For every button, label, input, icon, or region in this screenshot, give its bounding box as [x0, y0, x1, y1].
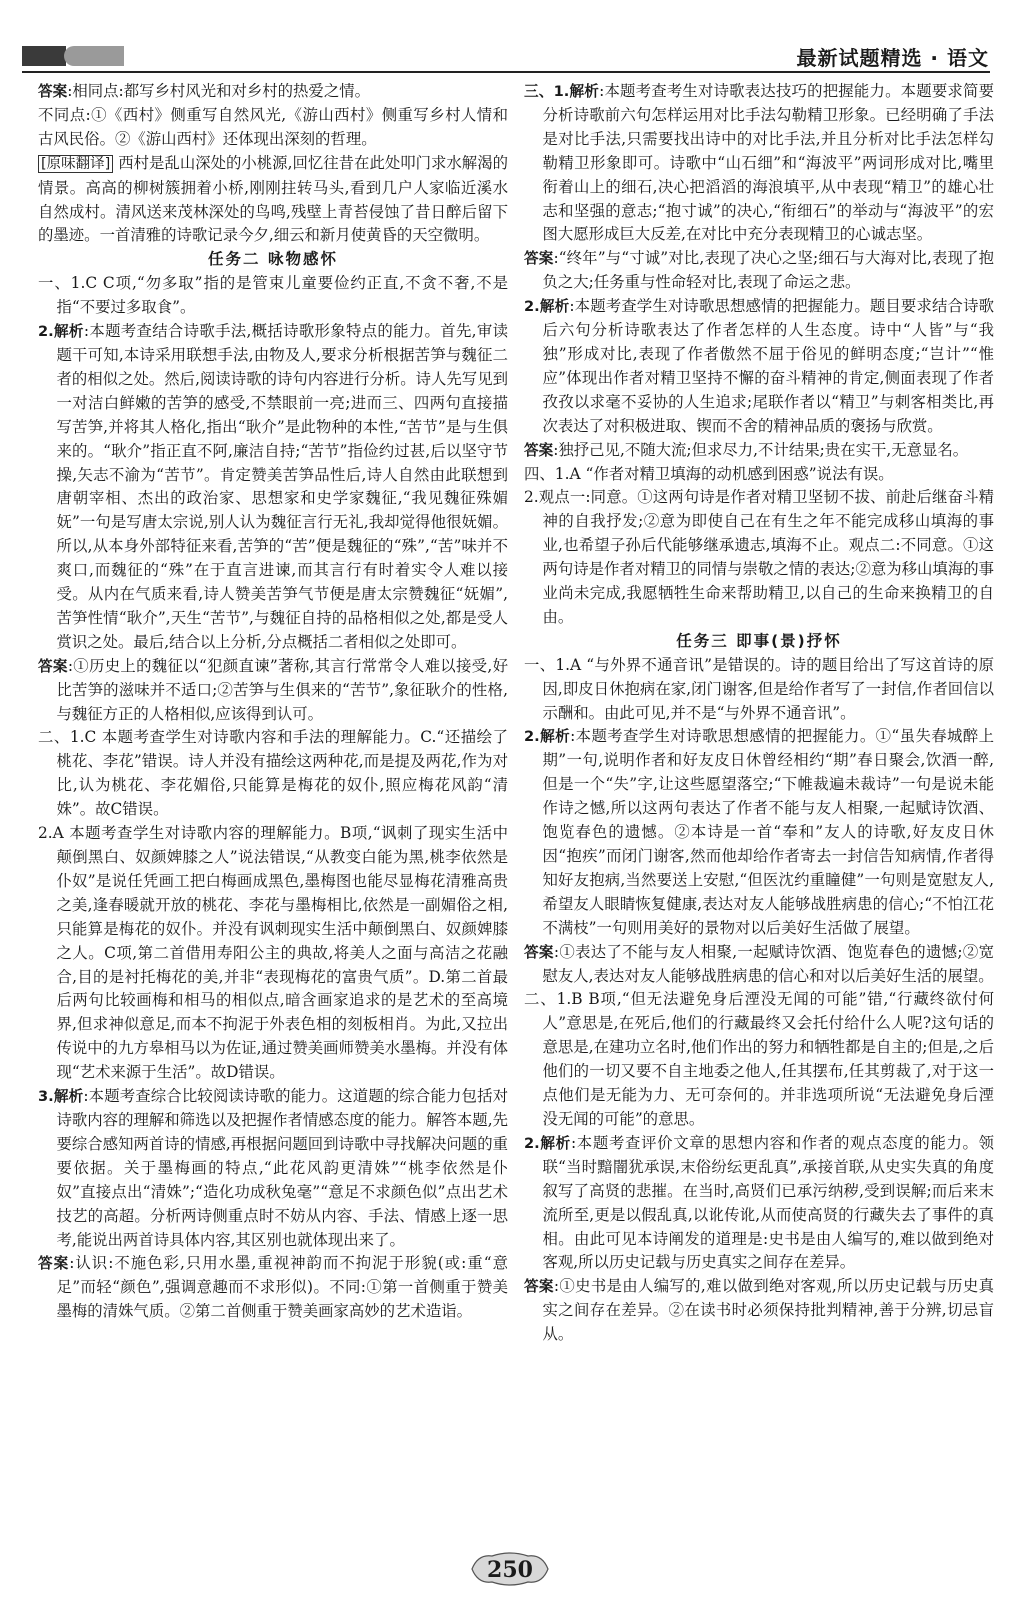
- answer-paragraph: 答案:独抒己见,不随大流;但求尽力,不计结果;贵在实干,无意显名。: [524, 440, 969, 459]
- question-item: 二、1.C 本题考查学生对诗歌内容和手法的理解能力。C.“还描绘了桃花、李花”错误。诗人并没有描绘这两种花,而是提及两花,作为对比,认为桃花、李花媚俗,只能算是梅花的奴仆,照应梅花风韵“清姝”。故C错误。: [38, 728, 508, 819]
- header-decoration-light: [64, 46, 124, 66]
- right-column: [524, 80, 994, 1347]
- text-paragraph: 不同点:①《西村》侧重写自然风光,《游山西村》侧重写乡村人情和古风民俗。②《游山西村》还体现出深刻的哲理。: [38, 105, 508, 148]
- page-number: 250: [487, 1557, 533, 1583]
- question-item: 三、1.解析:本题考查考生对诗歌表达技巧的把握能力。本题要求简要分析诗歌前六句怎样运用对比手法勾勒精卫形象。已经明确了手法是对比手法,只需要找出诗中的对比手法,并且分析对比手法怎样勾勒精卫形象即可。诗歌中“山石细”和“海波平”两词形成对比,嘴里衔着山上的细石,决心把滔滔的海浪填平,从中表现“精卫”的雄心壮志和坚强的意志;“抱寸诚”的决心,“衔细石”的举动与“海波平”的宏图大愿形成巨大反差,在对比中充分表现精卫的心诚志坚。: [524, 82, 995, 244]
- question-item: 2.A 本题考查学生对诗歌内容的理解能力。B项,“讽刺了现实生活中颠倒黑白、奴颜婢膝之人”说法错误,“从教变白能为黑,桃李依然是仆奴”是说任凭画工把白梅画成黑色,墨梅图也能尽显梅花清雅高贵之美,逢春暖就开放的桃花、李花与墨梅相比,依然是一副媚俗之相,只能算是梅花的奴仆。并没有讽刺现实生活中颠倒黑白、奴颜婢膝之人。C项,第二首借用寿阳公主的典故,将美人之面与高洁之花融合,目的是衬托梅花的美,并非“表现梅花的富贵气质”。D.第二首最后两句比较画梅和相马的相似点,暗含画家追求的是艺术的至高境界,但求神似意足,而本不拘泥于外表色相的刻板相肖。为此,又拉出传说中的九方皋相马以为佐证,通过赞美画师赞美水墨梅。并没有体现“艺术来源于生活”。故D错误。: [38, 824, 508, 1082]
- question-item: 3.解析:本题考查综合比较阅读诗歌的能力。这道题的综合能力包括对诗歌内容的理解和筛选以及把握作者情感态度的能力。解答本题,先要综合感知两首诗的情感,再根据问题回到诗歌中寻找解决问题的重要依据。关于墨梅画的特点,“此花风韵更清姝”“桃李依然是仆奴”直接点出“清姝”;“造化功成秋兔毫”“意足不求颜色似”点出艺术技艺的高超。分析两诗侧重点时不妨从内容、手法、情感上逐一思考,能说出两首诗具体内容,其区别也就体现出来了。: [38, 1087, 508, 1249]
- translation-tag: [原味翻译]: [38, 155, 113, 173]
- answer-paragraph: 答案:①史书是由人编写的,难以做到绝对客观,所以历史记载与历史真实之间存在差异。②在读书时必须保持批判精神,善于分辨,切忌盲从。: [524, 1277, 994, 1344]
- section-heading: 任务三 即事(景)抒怀: [676, 631, 842, 650]
- question-item: 2.解析:本题考查结合诗歌手法,概括诗歌形象特点的能力。首先,审读题干可知,本诗采用联想手法,由物及人,要求分析根据苦笋与魏征二者的相似之处。然后,阅读诗歌的诗句内容进行分析。诗人先写见到一对洁白鲜嫩的苦笋的感受,不禁眼前一亮;进而三、四两句直接描写苦笋,并将其人格化,指出“耿介”是此物种的本性,“苦节”是与生俱来的。“耿介”指正直不阿,廉洁自持;“苦节”指俭约过甚,后以坚守节操,矢志不渝为“苦节”。肯定赞美苦笋品性后,诗人自然由此联想到唐朝宰相、杰出的政治家、思想家和史学家魏征,“我见魏征殊媚妩”一句是写唐太宗说,别人认为魏征言行无礼,我却觉得他很妩媚。所以,从本身外部特征来看,苦笋的“苦”便是魏征的“殊”,“苦”味并不爽口,而魏征的“殊”在于直言进谏,而其言行有时着实令人难以接受。从内在气质来看,诗人赞美苦笋气节便是唐太宗赞魏征“妩媚”,苦笋性情“耿介”,天生“苦节”,与魏征自持的品格相似之处,都是受人赏识之处。最后,结合以上分析,分点概括二者相似之处即可。: [38, 322, 508, 651]
- left-column: [38, 80, 508, 1324]
- header-rule: [22, 71, 990, 73]
- answer-paragraph: 答案:相同点:都写乡村风光和对乡村的热爱之情。: [38, 82, 370, 100]
- header-decoration-dark: [22, 46, 66, 66]
- question-item: 2.解析:本题考查评价文章的思想内容和作者的观点态度的能力。领联“当时黯闇犹承误,末俗纷纭更乱真”,承接首联,从史实失真的角度叙写了高贤的悲摧。在当时,高贤们已承污纳秽,受到误解;而后来末流所至,更是以假乱真,以讹传讹,从而使高贤的行藏失去了事件的真相。由此可见本诗阐发的道理是:史书是由人编写的,难以做到绝对客观,所以历史记载与历史真实之间存在差异。: [524, 1133, 995, 1272]
- question-item: 二、1.B B项,“但无法避免身后湮没无闻的可能”错,“行藏终欲付何人”意思是,在死后,他们的行藏最终又会托付给什么人呢?这句话的意思是,在建功立名时,他们作出的努力和牺牲都是自主的;但是,之后他们的一切又要不自主地委之他人,任其摆布,任其剪裁了,对于这一点他们是无能为力、无可奈何的。并非选项所说“无法避免身后湮没无闻的可能”的意思。: [524, 990, 994, 1128]
- answer-paragraph: 答案:①历史上的魏征以“犯颜直谏”著称,其言行常常令人难以接受,好比苦笋的滋味并不适口;②苦笋与生俱来的“苦节”,象征耿介的性格,与魏征方正的人格相似,应该得到认可。: [38, 656, 508, 723]
- page-header: [0, 0, 1031, 78]
- question-item: 2.解析:本题考查学生对诗歌思想感情的把握能力。①“虽失春城醉上期”一句,说明作者和好友皮日休曾经相约“期”春日聚会,饮酒一醉,但是一个“失”字,让这些愿望落空;“下帷裁遍未裁诗”一句是说未能作诗之憾,所以这两句表达了作者不能与友人相聚,一起赋诗饮酒、饱览春色的遗憾。②本诗是一首“奉和”友人的诗歌,好友皮日休因“抱疾”而闭门谢客,然而他却给作者寄去一封信告知病情,作者得知好友抱病,当然要送上安慰,“但医沈约重瞳健”一句则是宽慰友人,希望友人眼睛恢复健康,表达对友人能够战胜病患的信心;“不怕江花不满枝”一句则用美好的景物对以后美好生活做了展望。: [524, 727, 994, 937]
- question-item: 一、1.A “与外界不通音讯”是错误的。诗的题目给出了写这首诗的原因,即皮日休抱病在家,闭门谢客,但是给作者写了一封信,作者回信以示酬和。由此可见,并不是“与外界不通音讯”。: [524, 655, 994, 722]
- question-item: 2.观点一:同意。①这两句诗是作者对精卫坚韧不拔、前赴后继奋斗精神的自我抒发;②意为即使自己在有生之年不能完成移山填海的事业,也希望子孙后代能够继承遗志,填海不止。观点二:不同意。①这两句诗是作者对精卫的同情与崇敬之情的表达;②意为移山填海的事业尚未完成,我愿牺牲生命来帮助精卫,以自己的生命来换精卫的自由。: [524, 488, 994, 626]
- section-heading: 任务二 咏物感怀: [208, 250, 338, 269]
- question-item: 2.解析:本题考查学生对诗歌思想感情的把握能力。题目要求结合诗歌后六句分析诗歌表达了作者怎样的人生态度。诗中“人皆”与“我独”形成对比,表现了作者傲然不屈于俗见的鲜明态度;“岂计”“惟应”体现出作者对精卫坚持不懈的奋斗精神的肯定,侧面表现了作者孜孜以求毫不妥协的人生追求;尾联作者以“精卫”与刺客相类比,再次表达了对积极进取、锲而不舍的精神品质的褒扬与欣赏。: [524, 297, 994, 435]
- question-item: 四、1.A “作者对精卫填海的动机感到困惑”说法有误。: [524, 464, 894, 483]
- answer-paragraph: 答案:①表达了不能与友人相聚,一起赋诗饮酒、饱览春色的遗憾;②宽慰友人,表达对友人能够战胜病患的信心和对以后美好生活的展望。: [524, 942, 994, 985]
- answer-paragraph: 答案:“终年”与“寸诚”对比,表现了决心之坚;细石与大海对比,表现了抱负之大;任务重与性命轻对比,表现了命运之悲。: [524, 249, 994, 292]
- page-number-badge: [468, 1550, 552, 1588]
- question-item: 一、1.C C项,“勿多取”指的是管束儿童要俭约正直,不贪不奢,不是指“不要过多取食”。: [38, 274, 508, 317]
- answer-label: 答案: [38, 83, 68, 100]
- answer-paragraph: 答案:认识:不施色彩,只用水墨,重视神韵而不拘泥于形貌(或:重“意足”而轻“颜色”,强调意趣而不求形似)。不同:①第一首侧重于赞美墨梅的清姝气质。②第二首侧重于赞美画家高妙的艺术造诣。: [38, 1254, 508, 1321]
- translation-paragraph: [原味翻译] 西村是乱山深处的小桃源,回忆往昔在此处叩门求水解渴的情景。高高的柳树簇拥着小桥,刚刚拄转马头,看到几户人家临近溪水自然成村。清风送来茂林深处的鸟鸣,残壁上青苔侵蚀了昔日醉后留下的墨迹。一首清雅的诗歌记录今夕,细云和新月使黄昏的天空微明。: [38, 153, 508, 245]
- header-title: 最新试题精选 · 语文: [796, 46, 989, 70]
